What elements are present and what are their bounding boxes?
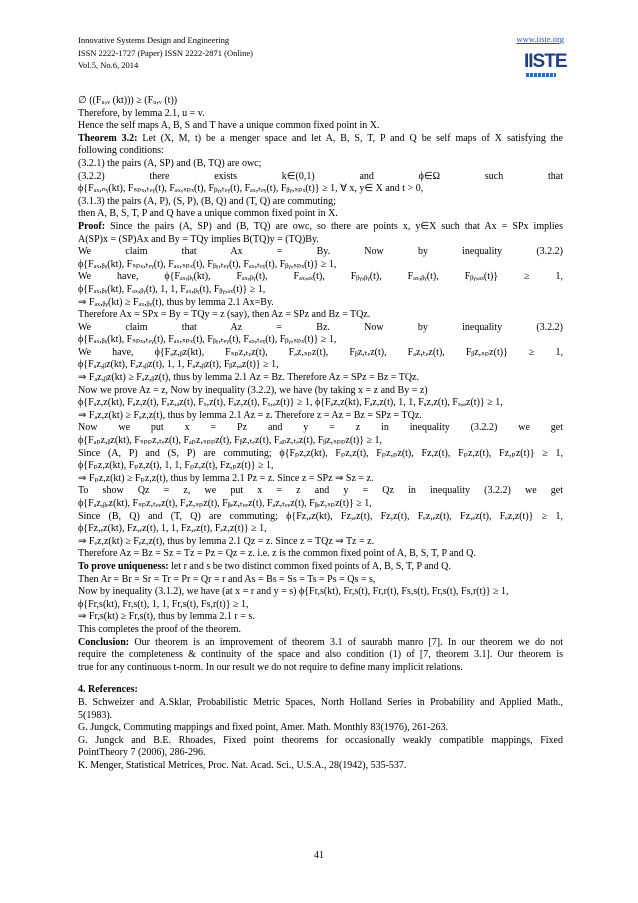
text-line: ∅ ((Fᵤ,ᵥ (kt))) ≥ (Fᵤ,ᵥ (t)) <box>78 95 178 106</box>
page-body <box>78 95 563 772</box>
text-line: ϕ{Fₐₓ,ᵦᵧ(kt), Fₐₓ,ᵦᵧ(t), 1, 1, Fₐₓ,ᵦᵧ(t), Fᵦᵧ,ₐₓ(t)} ≥ 1, <box>78 283 266 295</box>
body-text <box>78 95 563 674</box>
reference-line: G. Jungck, Commuting mappings and fixed point, Amer. Math. Monthly 83(1976), 261-263. <box>78 722 448 734</box>
text-line: require the completeness & continuity of the space and also condition (1) of [7, theorem 3.1]. Our theorem is <box>78 649 563 661</box>
reference-line: B. Schweizer and A.Sklar, Probabilistic Metric Spaces, North Holland Series in Probability and Applied Math., <box>78 696 563 708</box>
text-line: ϕ{Fₐz,ᵦₑz(kt), Fₛₚz,ₜₑₑz(t), Fₐz,ₛₚz(t), Fᵦₑz,ₜₑₑz(t), Fₐz,ₜₑₑz(t), Fᵦₑz,ₛₚz(t)} ≥ 1, <box>78 498 372 509</box>
text-line: ϕ{Fₐₚz,ᵦz(kt), Fₛₚₚz,ₜₑz(t), Fₐₚz,ₛₚₚz(t), Fᵦz,ₜₑz(t), Fₐₚz,ₜₑz(t), Fᵦz,ₛₚₚz(t)} ≥ 1, <box>78 435 383 447</box>
text-line: Then Ar = Br = Sr = Tr = Pr = Qr = r and As = Bs = Ss = Ts = Ps = Qs = s, <box>78 573 376 585</box>
references-heading: 4. References: <box>78 684 138 696</box>
reference-line: PointTheory 7 (2006), 286-296. <box>78 747 206 759</box>
text-line <box>78 133 563 146</box>
text-line: We have, ϕ{Fₐₓ,ᵦᵧ(kt), Fₐₓ,ᵦᵧ(t), Fₐₓ,ₐₓ(t), Fᵦᵧ,ᵦᵧ(t), Fₐₓ,ᵦᵧ(t), Fᵦᵧ,ₐₓ(t)} ≥ 1, <box>78 271 563 283</box>
text-line: ϕ{Fₐz,ᵦz(kt), Fₐz,ᵦz(t), 1, 1, Fₐz,ᵦz(t), Fᵦz,ₐz(t)} ≥ 1, <box>78 359 279 371</box>
text-line: ⇒ Fₑz,z(kt) ≥ Fₑz,z(t), thus by lemma 2.1 Qz = z. Since z = TQz ⇒ Tz = z. <box>78 535 375 547</box>
bold-lead: To prove uniqueness: <box>78 560 169 572</box>
journal-name: Innovative Systems Design and Engineering <box>78 35 230 45</box>
text-line: Now we prove Az = z, Now by inequality (3.2.2), we have (by taking x = z and By = z) <box>78 384 428 396</box>
text-line: Hence the self maps A, B, S and T have a unique common fixed point in X. <box>78 120 380 132</box>
iiste-logo <box>524 51 567 78</box>
bold-lead: Proof: <box>78 220 106 232</box>
running-header <box>78 34 253 72</box>
journal-website-link[interactable]: www.iiste.org <box>516 34 564 44</box>
text-line: ⇒ Fₐₓ,ᵦᵧ(kt) ≥ Fₐₓ,ᵦᵧ(t), thus by lemma 2.1 Ax=By. <box>78 296 274 308</box>
text-line: ⇒ Fₚz,z(kt) ≥ Fₚz,z(t), thus by lemma 2.1 Pz = z. Since z = SPz ⇒ Sz = z. <box>78 472 374 484</box>
line-rest: Our theorem is an improvement of theorem 3.1 of saurabh manro [7]. In our theorem we do not <box>129 636 563 648</box>
text-line: ϕ{Fₐₓ,ᵦᵧ(kt), Fₛₚₓ,ₜₑᵧ(t), Fₐₓ,ₛₚₓ(t), Fᵦᵧ,ₜₑᵧ(t), Fₐₓ,ₜₑᵧ(t), Fᵦᵧ,ₛₚₓ(t)} ≥ 1, <box>78 334 337 346</box>
text-line: ϕ{Fₐₓ,ₙᵧ(kt), Fₛₚₓ,ₜₑᵧ(t), Fₐₓ,ₛₚₓ(t), Fᵦᵧ,ₜₑᵧ(t), Fₐₓ,ₜₑᵧ(t), Fᵦᵧ,ₛₚₓ(t)} ≥ 1, ∀ x, y∈ X and t > 0, <box>78 183 424 195</box>
reference-line: 5(1983). <box>78 709 113 721</box>
text-line: ⇒ Fₐz,z(kt) ≥ Fₐz,z(t), thus by lemma 2.1 Az = z. Therefore z = Az = Bz = SPz = TQz. <box>78 409 422 421</box>
text-line: We have, ϕ{Fₐz,ᵦz(kt), Fₛₚz,ₜₑz(t), Fₐz,ₛₚz(t), Fᵦz,ₜₑz(t), Fₐz,ₜₑz(t), Fᵦz,ₛₚz(t)} ≥ 1, <box>78 346 563 358</box>
volume-line: Vol.5, No.6, 2014 <box>78 60 139 70</box>
text-line: Since (A, P) and (S, P) are commuting; ϕ{Fₚz,z(kt), Fₚz,z(t), Fₚz,ₚz(t), Fz,z(t), Fₚz,z(t), Fz,ₚz(t)} ≥ 1, <box>78 447 563 459</box>
text-line: We claim that Ax = By. Now by inequality (3.2.2) <box>78 246 563 258</box>
text-line: This completes the proof of the theorem. <box>78 623 242 635</box>
text-line: Since (B, Q) and (T, Q) are commuting; ϕ{Fz,ₑz(kt), Fz,ₑz(t), Fz,z(t), Fₑz,ₑz(t), Fz,ₑz(t), Fₑz,z(t)} ≥ 1, <box>78 510 563 522</box>
text-line <box>78 221 563 234</box>
page-number: 41 <box>314 850 324 861</box>
text-line: Now by inequality (3.1.2), we have (at x = r and y = s) ϕ{Fr,s(kt), Fr,s(t), Fr,r(t), Fs,s(t), Fr,s(t), Fs,r(t)} ≥ 1, <box>78 586 509 598</box>
text-line: Therefore Ax = SPx = By = TQy = z (say), then Az = SPz and Bz = TQz. <box>78 309 371 321</box>
references-list <box>78 697 563 773</box>
text-line: (3.2.2) there exists k∈(0,1) and ϕ∈Ω such that <box>78 170 563 182</box>
line-rest: Since the pairs (A, SP) and (B, TQ) are owc, so there are points x, y∈X such that Ax = SPx implies <box>105 220 563 232</box>
text-line: ϕ{Fr,s(kt), Fr,s(t), 1, 1, Fr,s(t), Fs,r(t)} ≥ 1, <box>78 598 249 610</box>
text-line: Therefore, by lemma 2.1, u = v. <box>78 107 205 119</box>
line-rest: Let (X, M, t) be a menger space and let A, B, S, T, P and Q be self maps of X satisfying the <box>137 132 563 144</box>
bold-lead: Conclusion: <box>78 636 130 648</box>
text-line: (3.1.3) the pairs (A, P), (S, P), (B, Q) and (T, Q) are commuting; <box>78 195 336 207</box>
reference-line: G. Jungck and B.E. Rhoades, Fixed point theorems for occasionally weakly compatible mappings, Fixed <box>78 734 563 746</box>
text-line <box>78 637 563 650</box>
bold-lead: Theorem 3.2: <box>78 132 138 144</box>
issn-line: ISSN 2222-1727 (Paper) ISSN 2222-2871 (Online) <box>78 47 253 58</box>
text-line: ⇒ Fr,s(kt) ≥ Fr,s(t), thus by lemma 2.1 r = s. <box>78 611 255 623</box>
text-line: ϕ{Fz,ₑz(kt), Fz,ₑz(t), 1, 1, Fz,ₑz(t), Fₑz,z(t)} ≥ 1, <box>78 523 267 535</box>
text-line: following conditions: <box>78 145 164 157</box>
text-line: true for any continuous t-norm. In our result we do not require to define many implicit relations. <box>78 661 463 673</box>
text-line: ⇒ Fₐz,ᵦz(kt) ≥ Fₐz,ᵦz(t), thus by lemma 2.1 Az = Bz. Therefore Az = SPz = Bz = TQz. <box>78 372 419 384</box>
text-line: ϕ{Fₐₓ,ᵦᵧ(kt), Fₛₚₓ,ₜₑᵧ(t), Fₐₓ,ₛₚₓ(t), Fᵦᵧ,ₜₑᵧ(t), Fₐₓ,ₜₑᵧ(t), Fᵦᵧ,ₛₚₓ(t)} ≥ 1, <box>78 258 337 270</box>
text-line: Therefore Az = Bz = Sz = Tz = Pz = Qz = z. i.e. z is the common fixed point of A, B, S, T, P and Q. <box>78 548 476 560</box>
iiste-logo-text: IISTE <box>524 51 567 72</box>
iiste-logo-bars <box>526 73 556 77</box>
text-line: then A, B, S, T, P and Q have a unique common fixed point in X. <box>78 208 338 220</box>
reference-line: K. Menger, Statistical Metrices, Proc. Nat. Acad. Sci., U.S.A., 28(1942), 535-537. <box>78 759 407 771</box>
text-line: A(SP)x = (SP)Ax and By = TQy implies B(TQ)y = (TQ)By. <box>78 233 319 245</box>
text-line: (3.2.1) the pairs (A, SP) and (B, TQ) are owc; <box>78 157 262 169</box>
text-line: To show Qz = z, we put x = z and y = Qz in inequality (3.2.2) we get <box>78 485 563 497</box>
text-line: Now we put x = Pz and y = z in inequality (3.2.2) we get <box>78 422 563 434</box>
text-line: ϕ{Fₐz,z(kt), Fₐz,z(t), Fₐz,ₐz(t), Fₓ,z(t), Fₐz,z(t), Fₓ,ₐz(t)} ≥ 1, ϕ{Fₐz,z(kt), Fₐz,z(t), 1, 1, Fₐz,z(t), Fₓ,ₐz(t)} ≥ 1, <box>78 397 503 409</box>
text-line: ϕ{Fₚz,z(kt), Fₚz,z(t), 1, 1, Fₚz,z(t), Fz,ₚz(t)} ≥ 1, <box>78 460 274 472</box>
text-line: We claim that Az = Bz. Now by inequality (3.2.2) <box>78 321 563 333</box>
text-line <box>78 561 563 574</box>
line-rest: let r and s be two distinct common fixed points of A, B, S, T, P and Q. <box>168 560 451 572</box>
